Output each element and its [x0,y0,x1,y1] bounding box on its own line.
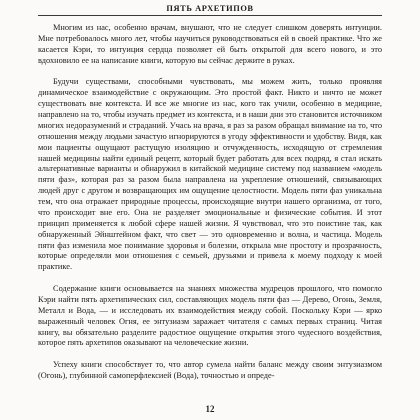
paragraph: Будучи существами, способными чувствовать, мы можем жить, только проявляя динамическое взаимодействие с окружающим. Это простой факт. Никто и ничто не может существовать вне контекста. И все же многие из нас, кого так учили, особенно в медицине, направлено на то, чтобы изучать предмет из контекста, и в наши дни это становится источником многих недоразумений и страданий. Учась на врача, я раз за разом обращал внимание на то, что отношения между людьми зачастую игнорируются в угоду эффективности и удобству. Видя, как мои пациенты ощущают растущую изоляцию и отчужденность, исходящую от стремления нашей медицины найти единый рецепт, который будет работать для всех подряд, я стал искать альтернативные варианты и обнаружил в китайской медицине систему под названием «модель пяти фаз», которая раз за разом была направлена на укрепление отношений, связывающих людей друг с другом и возвращающих им ощущение целостности. Модель пяти фаз уникальна тем, что она отражает природные процессы, происходящие внутри нашего организма, от того, что происходит вне его. Она не разделяет эмоциональные и физические события. И этот принцип применяется к любой сфере нашей жизни. Я чувствовал, что это поистине так, как обнаруженный Эйнштейном факт, что свет — это одновременно и волна, и частица. Модель пяти фаз изменила мое понимание здоровья и болезни, открыла мне простоту и прозрачность, которые определяли мои отношения с семьей, друзьями и привела к моему подходу к моей практике. [38,77,382,272]
paragraph: Успеху книги способствует то, что автор сумела найти баланс между своим энтузиазмом (Огонь), глубинной самоперфлексией (Вода), точностью и опреде- [38,360,382,381]
page-body [38,23,382,382]
paragraph: Многим из нас, особенно врачам, внушают, что не следует слишком доверять интуиции. Мне потребовалось много лет, чтобы научиться руководствоваться ей в своей практике. Что же касается Кэри, то интуиция сердца позволяет ей быть открытой для всего нового, и это вдохновило ее на написание книги, которую вы сейчас держите в руках. [38,23,382,65]
running-title: ПЯТЬ АРХЕТИПОВ [166,4,254,13]
running-header [38,0,382,20]
header-rule [38,15,382,16]
paragraph: Содержание книги основывается на знаниях множества мудрецов прошлого, что помогло Кэри найти пять архетипических сил, составляющих модель пяти фаз — Дерево, Огонь, Земля, Металл и Вода, — и исследовать их взаимодействия между собой. Поскольку Кэри — ярко выраженный человек Огня, ее энтузиазм заражает читателя с самых первых страниц. Читая книгу, вы обязательно разделите радостное ощущение открытия этого чудесного воздействия, которое пять архетипов оказывают на человеческие жизни. [38,284,382,348]
page-number: 12 [205,404,215,414]
